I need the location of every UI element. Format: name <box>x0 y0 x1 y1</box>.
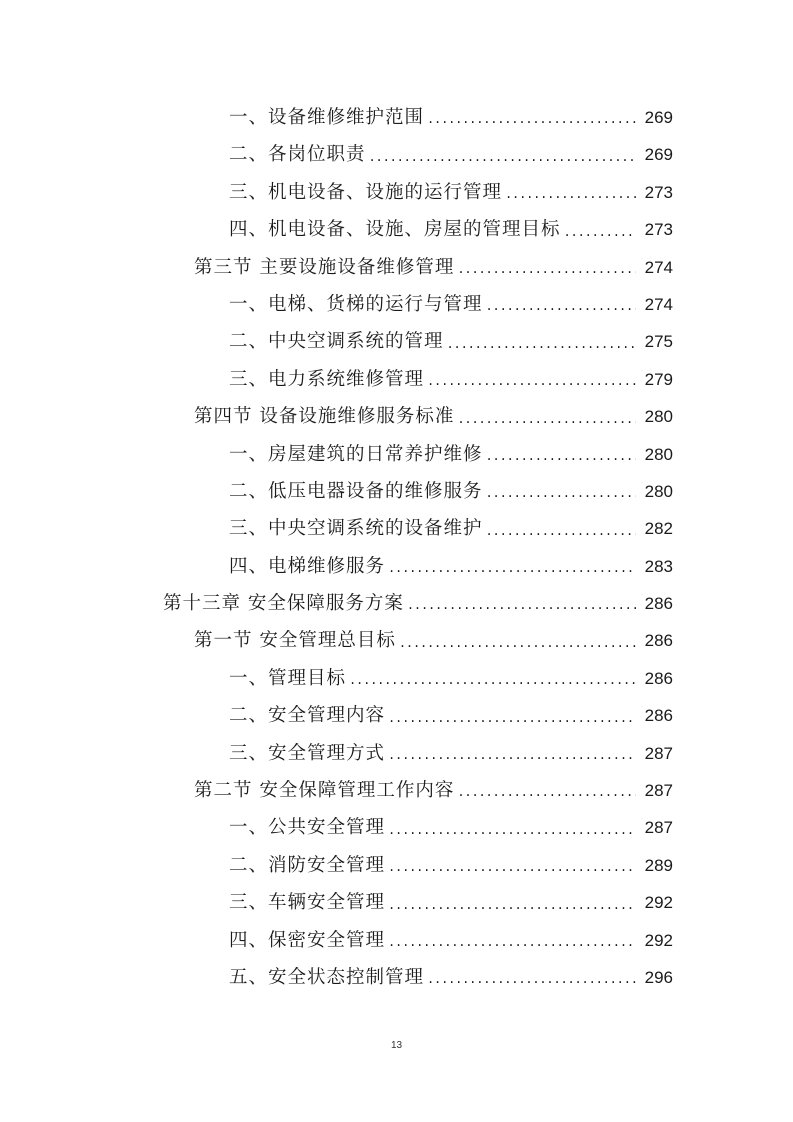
toc-dot-leader <box>388 847 636 884</box>
toc-dot-leader <box>407 585 636 622</box>
toc-dot-leader <box>447 323 636 360</box>
toc-dot-leader <box>486 510 636 547</box>
toc-dot-leader <box>349 660 636 697</box>
toc-section-entry[interactable] <box>0 772 793 809</box>
toc-subsection-entry[interactable] <box>0 473 793 510</box>
toc-entry-page: 296 <box>644 967 673 987</box>
toc-entry-title: 第二节 安全保障管理工作内容 <box>194 780 455 802</box>
toc-entry-title: 三、电力系统维修管理 <box>229 368 425 390</box>
toc-subsection-entry[interactable] <box>0 286 793 323</box>
toc-entry-page: 282 <box>644 519 673 539</box>
toc-entry-page: 273 <box>644 220 673 240</box>
toc-entry-title: 五、安全状态控制管理 <box>229 966 425 988</box>
toc-subsection-entry[interactable] <box>0 548 793 585</box>
toc-entry-page: 286 <box>644 668 673 688</box>
toc-entry-page: 280 <box>644 444 673 464</box>
toc-entry-title: 四、保密安全管理 <box>229 929 386 951</box>
toc-entry-title: 四、电梯维修服务 <box>229 555 386 577</box>
toc-section-entry[interactable] <box>0 398 793 435</box>
toc-entry-title: 二、中央空调系统的管理 <box>229 331 444 353</box>
toc-entry-page: 273 <box>644 182 673 202</box>
toc-entry-title: 第一节 安全管理总目标 <box>194 630 396 652</box>
toc-dot-leader <box>457 398 636 435</box>
table-of-contents <box>0 99 793 996</box>
toc-dot-leader <box>369 136 636 173</box>
toc-entry-page: 283 <box>644 556 673 576</box>
toc-dot-leader <box>399 622 636 659</box>
toc-subsection-entry[interactable] <box>0 735 793 772</box>
toc-section-entry[interactable] <box>0 249 793 286</box>
toc-dot-leader <box>486 286 636 323</box>
toc-section-entry[interactable] <box>0 622 793 659</box>
toc-entry-title: 一、电梯、货梯的运行与管理 <box>229 293 483 315</box>
toc-subsection-entry[interactable] <box>0 922 793 959</box>
toc-dot-leader <box>427 99 636 136</box>
toc-entry-title: 三、车辆安全管理 <box>229 892 386 914</box>
toc-entry-page: 269 <box>644 108 673 127</box>
toc-dot-leader <box>486 436 636 473</box>
toc-entry-title: 二、各岗位职责 <box>229 144 366 166</box>
toc-subsection-entry[interactable] <box>0 510 793 547</box>
toc-subsection-entry[interactable] <box>0 809 793 846</box>
toc-subsection-entry[interactable] <box>0 211 793 248</box>
toc-dot-leader <box>388 922 636 959</box>
toc-entry-page: 289 <box>644 855 673 875</box>
toc-entry-title: 一、房屋建筑的日常养护维修 <box>229 443 483 465</box>
toc-dot-leader <box>388 809 636 846</box>
toc-dot-leader <box>427 959 636 996</box>
toc-entry-title: 三、机电设备、设施的运行管理 <box>229 181 503 203</box>
toc-chapter-entry[interactable] <box>0 585 793 622</box>
toc-subsection-entry[interactable] <box>0 99 793 136</box>
toc-subsection-entry[interactable] <box>0 697 793 734</box>
toc-entry-title: 一、公共安全管理 <box>229 817 386 839</box>
toc-dot-leader <box>388 735 636 772</box>
page-number: 13 <box>390 1040 403 1051</box>
toc-subsection-entry[interactable] <box>0 323 793 360</box>
toc-dot-leader <box>457 249 636 286</box>
toc-entry-page: 286 <box>644 706 673 726</box>
toc-entry-page: 292 <box>644 930 673 950</box>
toc-dot-leader <box>564 211 636 248</box>
toc-entry-page: 274 <box>644 294 673 314</box>
toc-dot-leader <box>427 361 636 398</box>
toc-entry-title: 三、安全管理方式 <box>229 742 386 764</box>
toc-entry-title: 第三节 主要设施设备维修管理 <box>194 256 455 278</box>
toc-entry-title: 三、中央空调系统的设备维护 <box>229 518 483 540</box>
toc-dot-leader <box>388 697 636 734</box>
toc-entry-page: 287 <box>644 781 673 801</box>
toc-entry-page: 286 <box>644 631 673 651</box>
toc-entry-page: 280 <box>644 481 673 501</box>
toc-entry-title: 第十三章 安全保障服务方案 <box>163 593 404 615</box>
toc-entry-page: 275 <box>644 332 673 352</box>
toc-entry-page: 280 <box>644 407 673 427</box>
toc-subsection-entry[interactable] <box>0 436 793 473</box>
toc-subsection-entry[interactable] <box>0 847 793 884</box>
toc-dot-leader <box>486 473 636 510</box>
toc-entry-title: 一、设备维修维护范围 <box>229 107 425 128</box>
toc-dot-leader <box>505 174 636 211</box>
toc-entry-page: 287 <box>644 743 673 763</box>
toc-dot-leader <box>457 772 636 809</box>
toc-entry-title: 第四节 设备设施维修服务标准 <box>194 406 455 428</box>
toc-subsection-entry[interactable] <box>0 174 793 211</box>
toc-entry-page: 279 <box>644 369 673 389</box>
toc-entry-title: 一、管理目标 <box>229 667 347 689</box>
toc-dot-leader <box>388 548 636 585</box>
toc-entry-title: 二、消防安全管理 <box>229 854 386 876</box>
toc-entry-page: 286 <box>644 594 673 614</box>
toc-subsection-entry[interactable] <box>0 660 793 697</box>
toc-entry-title: 四、机电设备、设施、房屋的管理目标 <box>229 219 561 241</box>
toc-entry-title: 二、低压电器设备的维修服务 <box>229 480 483 502</box>
toc-dot-leader <box>388 884 636 921</box>
toc-entry-page: 269 <box>644 145 673 165</box>
toc-subsection-entry[interactable] <box>0 361 793 398</box>
toc-entry-page: 274 <box>644 257 673 277</box>
toc-subsection-entry[interactable] <box>0 136 793 173</box>
toc-subsection-entry[interactable] <box>0 959 793 996</box>
toc-subsection-entry[interactable] <box>0 884 793 921</box>
toc-entry-title: 二、安全管理内容 <box>229 705 386 727</box>
toc-entry-page: 292 <box>644 893 673 913</box>
toc-entry-page: 287 <box>644 818 673 838</box>
